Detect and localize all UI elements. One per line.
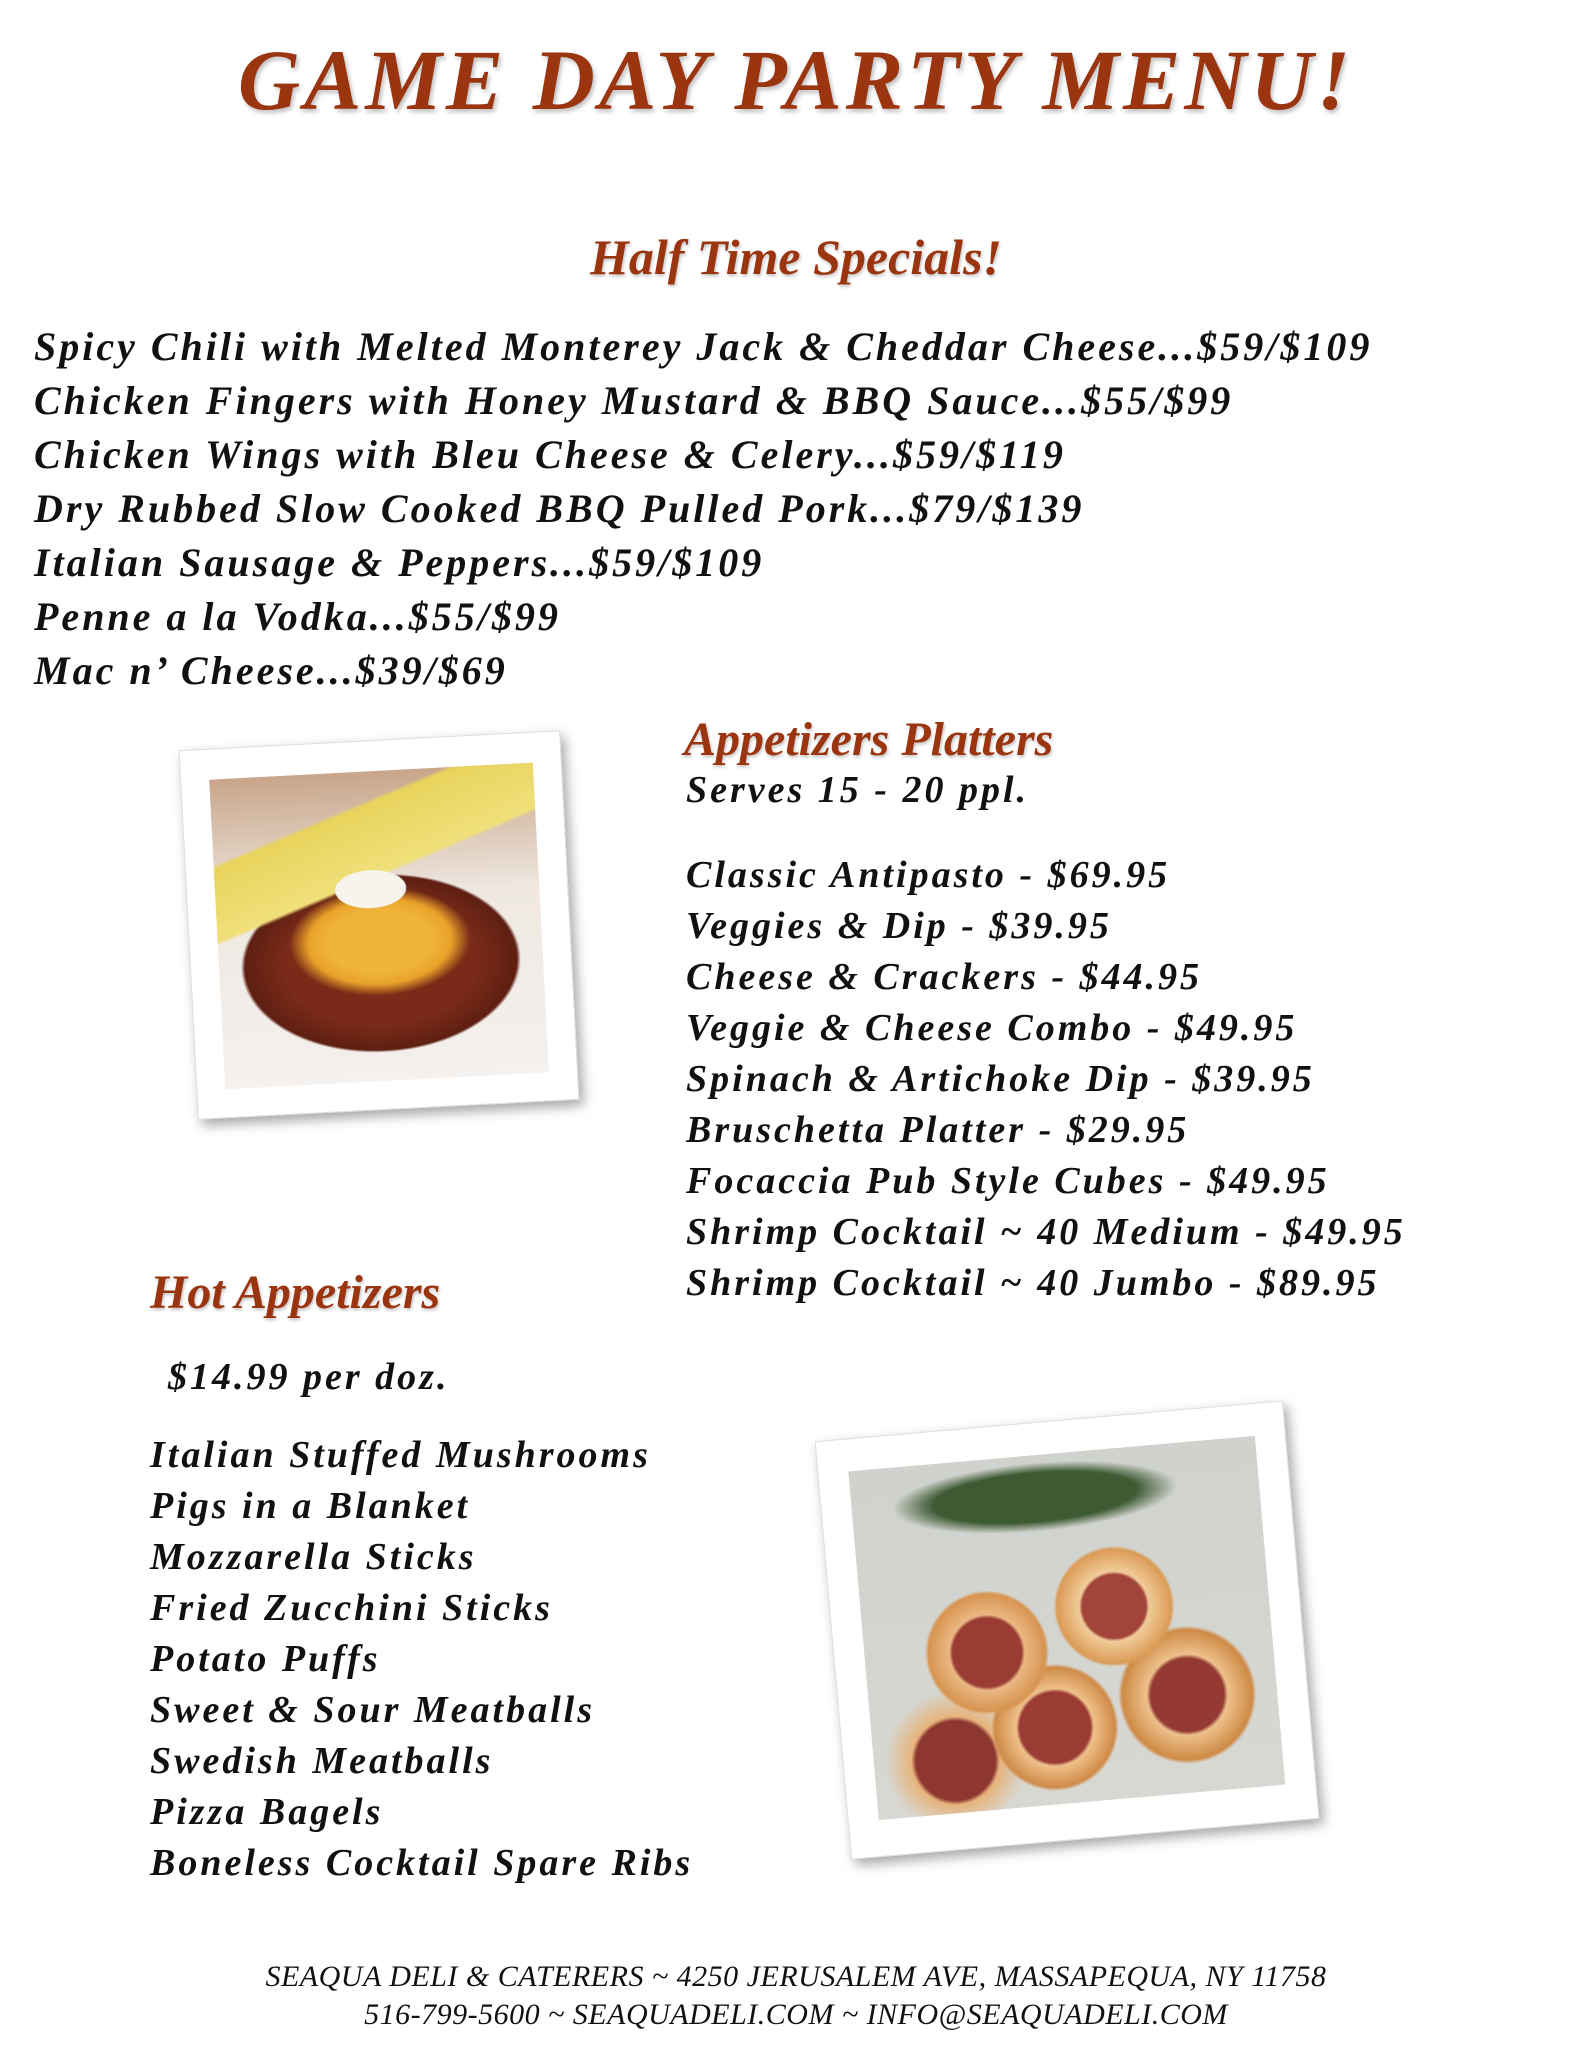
menu-item: Focaccia Pub Style Cubes - $49.95 (686, 1160, 1330, 1202)
menu-item: Penne a la Vodka...$55/$99 (34, 594, 561, 639)
appetizer-platters-list (686, 850, 1406, 1309)
menu-item: Italian Sausage & Peppers...$59/$109 (34, 540, 765, 585)
menu-item: Sweet & Sour Meatballs (150, 1689, 595, 1731)
menu-item: Pizza Bagels (150, 1791, 384, 1833)
serves-note: Serves 15 - 20 ppl. (686, 769, 1030, 811)
menu-item: Chicken Fingers with Honey Mustard & BBQ Sauce...$55/$99 (34, 378, 1234, 423)
menu-item: Shrimp Cocktail ~ 40 Jumbo - $89.95 (686, 1262, 1380, 1304)
hot-appetizers-list (150, 1430, 693, 1889)
menu-item: Boneless Cocktail Spare Ribs (150, 1842, 694, 1884)
menu-item: Bruschetta Platter - $29.95 (686, 1109, 1190, 1151)
menu-item: Spinach & Artichoke Dip - $39.95 (686, 1058, 1315, 1100)
menu-item: Italian Stuffed Mushrooms (150, 1434, 651, 1476)
pigs-in-blanket-photo (815, 1400, 1320, 1859)
menu-item: Classic Antipasto - $69.95 (686, 854, 1171, 896)
hot-appetizers-price: $14.99 per doz. (168, 1356, 450, 1398)
menu-item: Cheese & Crackers - $44.95 (686, 956, 1203, 998)
menu-item: Spicy Chili with Melted Monterey Jack & Cheddar Cheese...$59/$109 (34, 324, 1373, 369)
pigs-in-blanket-image (848, 1436, 1285, 1820)
menu-item: Veggies & Dip - $39.95 (686, 905, 1112, 947)
menu-item: Veggie & Cheese Combo - $49.95 (686, 1007, 1298, 1049)
menu-item: Fried Zucchini Sticks (150, 1587, 553, 1629)
page-title: GAME DAY PARTY MENU! (237, 32, 1355, 128)
menu-item: Shrimp Cocktail ~ 40 Medium - $49.95 (686, 1211, 1406, 1253)
menu-item: Mozzarella Sticks (150, 1536, 477, 1578)
menu-item: Potato Puffs (150, 1638, 381, 1680)
half-time-specials-heading: Half Time Specials! (590, 229, 1002, 285)
menu-item: Swedish Meatballs (150, 1740, 494, 1782)
footer-phone-web-email: 516-799-5600 ~ SEAQUADELI.COM ~ INFO@SEAQUADELI.COM (364, 1998, 1228, 2031)
chili-image (209, 763, 549, 1090)
half-time-specials-list (34, 320, 1372, 698)
menu-item: Mac n’ Cheese...$39/$69 (34, 648, 508, 693)
footer-address: SEAQUA DELI & CATERERS ~ 4250 JERUSALEM AVE, MASSAPEQUA, NY 11758 (265, 1960, 1327, 1993)
appetizer-platters-heading: Appetizers Platters (684, 713, 1054, 766)
menu-item: Pigs in a Blanket (150, 1485, 471, 1527)
menu-item: Dry Rubbed Slow Cooked BBQ Pulled Pork...$79/$139 (34, 486, 1085, 531)
menu-item: Chicken Wings with Bleu Cheese & Celery...$59/$119 (34, 432, 1066, 477)
footer-contact (0, 1958, 1592, 2034)
chili-bowl-photo (179, 730, 580, 1119)
hot-appetizers-heading: Hot Appetizers (150, 1266, 441, 1319)
